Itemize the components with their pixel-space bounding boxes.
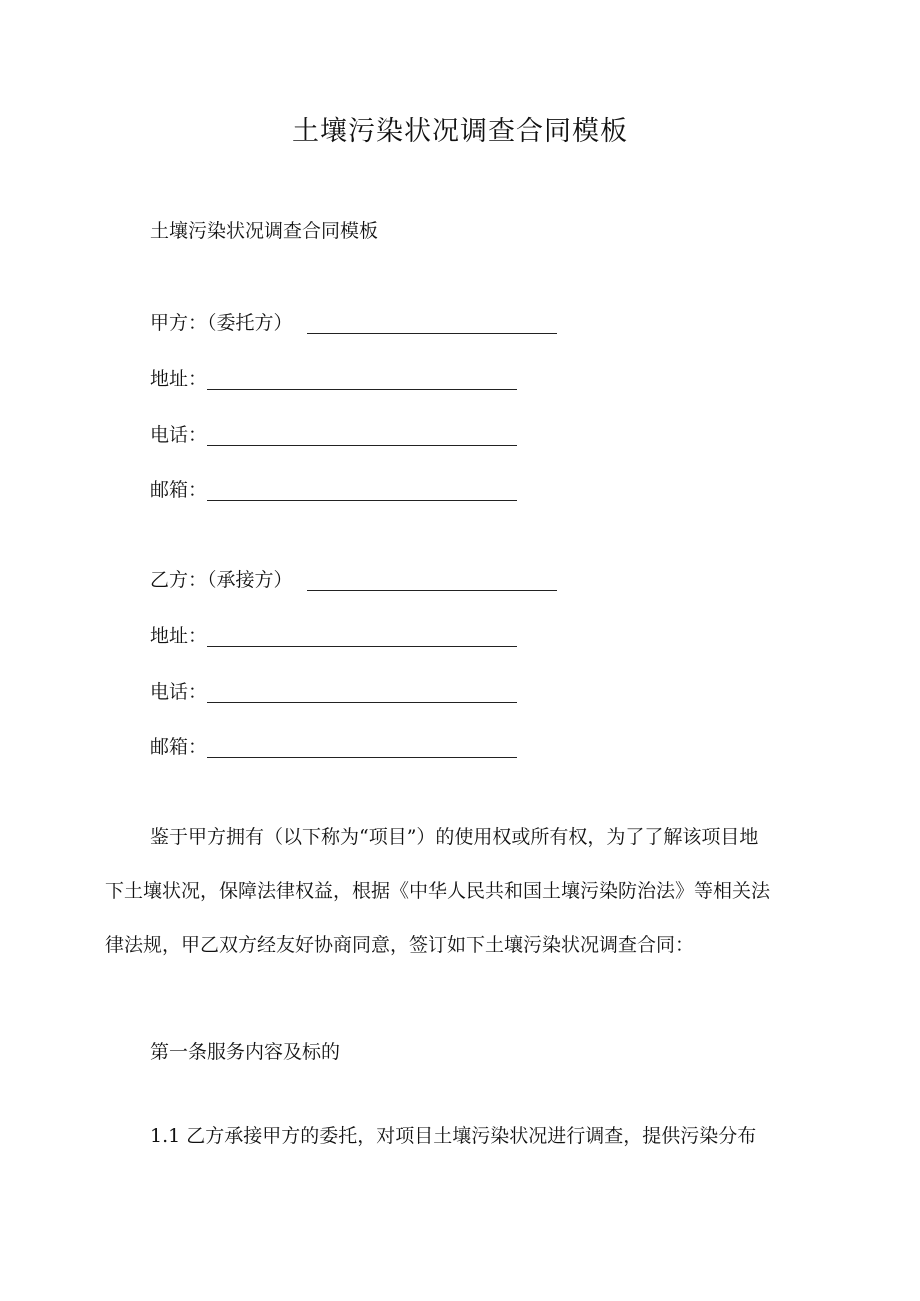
party-b-phone-blank[interactable]	[207, 680, 517, 703]
party-a-address-label: 地址：	[150, 368, 208, 390]
party-a-email-label: 邮箱：	[150, 479, 208, 501]
preamble-line: 律法规，甲乙双方经友好协商同意，签订如下土壤污染状况调查合同：	[105, 934, 695, 956]
party-b-address-label: 地址：	[150, 625, 208, 647]
party-a-phone-label: 电话：	[150, 424, 208, 446]
party-a-label: 甲方：（委托方）	[150, 312, 293, 334]
party-a-field	[150, 308, 557, 338]
party-b-phone-field	[150, 677, 517, 707]
party-a-phone-blank[interactable]	[207, 423, 517, 446]
preamble-line: 下土壤状况，保障法律权益，根据《中华人民共和国土壤污染防治法》等相关法	[105, 880, 771, 902]
party-b-field	[150, 565, 557, 595]
party-b-phone-label: 电话：	[150, 681, 208, 703]
preamble-line: 鉴于甲方拥有（以下称为“项目”）的使用权或所有权，为了了解该项目地	[150, 826, 759, 848]
party-b-email-label: 邮箱：	[150, 736, 208, 758]
party-a-blank[interactable]	[307, 311, 557, 334]
party-b-label: 乙方：（承接方）	[150, 569, 293, 591]
article-1-heading-block	[105, 1025, 817, 1079]
party-b-email-blank[interactable]	[207, 735, 517, 758]
party-a-email-field	[150, 475, 517, 505]
article-1-heading: 第一条服务内容及标的	[150, 1041, 341, 1063]
party-a-email-blank[interactable]	[207, 478, 517, 501]
party-b-blank[interactable]	[307, 568, 557, 591]
party-b-address-field	[150, 621, 517, 651]
document-title: 土壤污染状况调查合同模板	[292, 116, 628, 147]
party-b-email-field	[150, 732, 517, 762]
clause-1-1-text: 1.1 乙方承接甲方的委托，对项目土壤污染状况进行调查，提供污染分布	[150, 1125, 757, 1147]
preamble-paragraph	[105, 810, 817, 972]
party-b-address-blank[interactable]	[207, 624, 517, 647]
party-a-address-blank[interactable]	[207, 367, 517, 390]
clause-1-1-block	[105, 1109, 817, 1163]
party-a-address-field	[150, 364, 517, 394]
document-subtitle: 土壤污染状况调查合同模板	[150, 220, 379, 242]
party-a-phone-field	[150, 420, 517, 450]
